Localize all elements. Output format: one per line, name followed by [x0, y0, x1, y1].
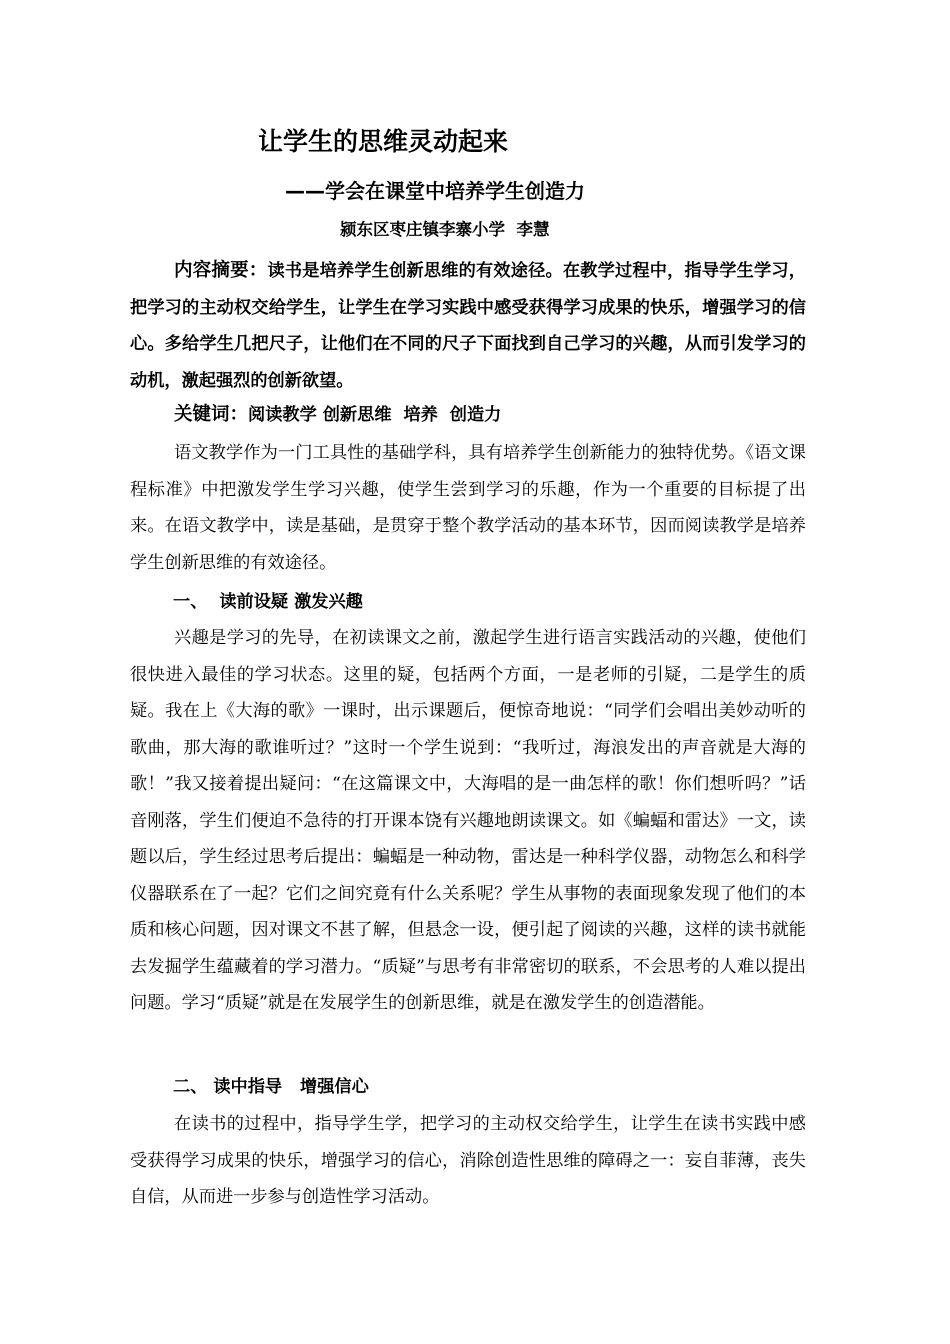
document-author: 颍东区枣庄镇李寨小学 李慧 [340, 220, 550, 239]
abstract-label: 内容摘要： [174, 260, 268, 281]
document-subtitle: ——学会在课堂中培养学生创造力 [285, 179, 585, 203]
intro-paragraph: 语文教学作为一门工具性的基础学科，具有培养学生创新能力的独特优势。《语文课程标准》中把激发学生学习兴趣，使学生尝到学习的乐趣，作为一个重要的目标提了出来。在语文教学中，读是基础，是贯穿于整个教学活动的基本环节，因而阅读教学是培养学生创新思维的有效途径。 [130, 443, 806, 573]
abstract-paragraph [130, 253, 806, 399]
document-title: 让学生的思维灵动起来 [258, 127, 509, 156]
abstract-text: 读书是培养学生创新思维的有效途径。在教学过程中，指导学生学习，把学习的主动权交给学生，让学生在学习实践中感受获得学习成果的快乐，增强学习的信心。多给学生几把尺子，让他们在不同的尺子下面找到自己学习的兴趣，从而引发学习的动机，激起强烈的创新欲望。 [130, 261, 806, 391]
section2-paragraph: 在读书的过程中，指导学生学，把学习的主动权交给学生，让学生在读书实践中感受获得学习成果的快乐，增强学习的信心，消除创造性思维的障碍之一：妄自菲薄，丧失自信，从而进一步参与创造性学习活动。 [130, 1114, 806, 1207]
keywords-text: 阅读教学 创新思维 培养 创造力 [248, 405, 502, 425]
section1-paragraph: 兴趣是学习的先导，在初读课文之前，激起学生进行语言实践活动的兴趣，使他们很快进入最佳的学习状态。这里的疑，包括两个方面，一是老师的引疑，二是学生的质疑。我在上《大海的歌》一课时，出示课题后，便惊奇地说：“同学们会唱出美妙动听的歌曲，那大海的歌谁听过？”这时一个学生说到：“我听过，海浪发出的声音就是大海的歌！”我又接着提出疑问：“在这篇课文中，大海唱的是一曲怎样的歌！你们想听吗？”话音刚落，学生们便迫不急待的打开课本饶有兴趣地朗读课文。如《蝙蝠和雷达》一文，读题以后，学生经过思考后提出：蝙蝠是一种动物，雷达是一种科学仪器，动物怎么和科学仪器联系在了一起？它们之间究竟有什么关系呢？学生从事物的表面现象发现了他们的本质和核心问题，因对课文不甚了解，但悬念一设，便引起了阅读的兴趣，这样的读书就能去发掘学生蕴藏着的学习潜力。“质疑”与思考有非常密切的联系，不会思考的人难以提出问题。学习“质疑”就是在发展学生的创新思维，就是在激发学生的创造潜能。 [130, 628, 806, 1013]
section1-heading: 一、 读前设疑 激发兴趣 [173, 592, 363, 612]
keywords-line [174, 400, 501, 430]
section2-heading: 二、 读中指导 增强信心 [173, 1077, 369, 1097]
keywords-label: 关键词： [174, 404, 249, 425]
